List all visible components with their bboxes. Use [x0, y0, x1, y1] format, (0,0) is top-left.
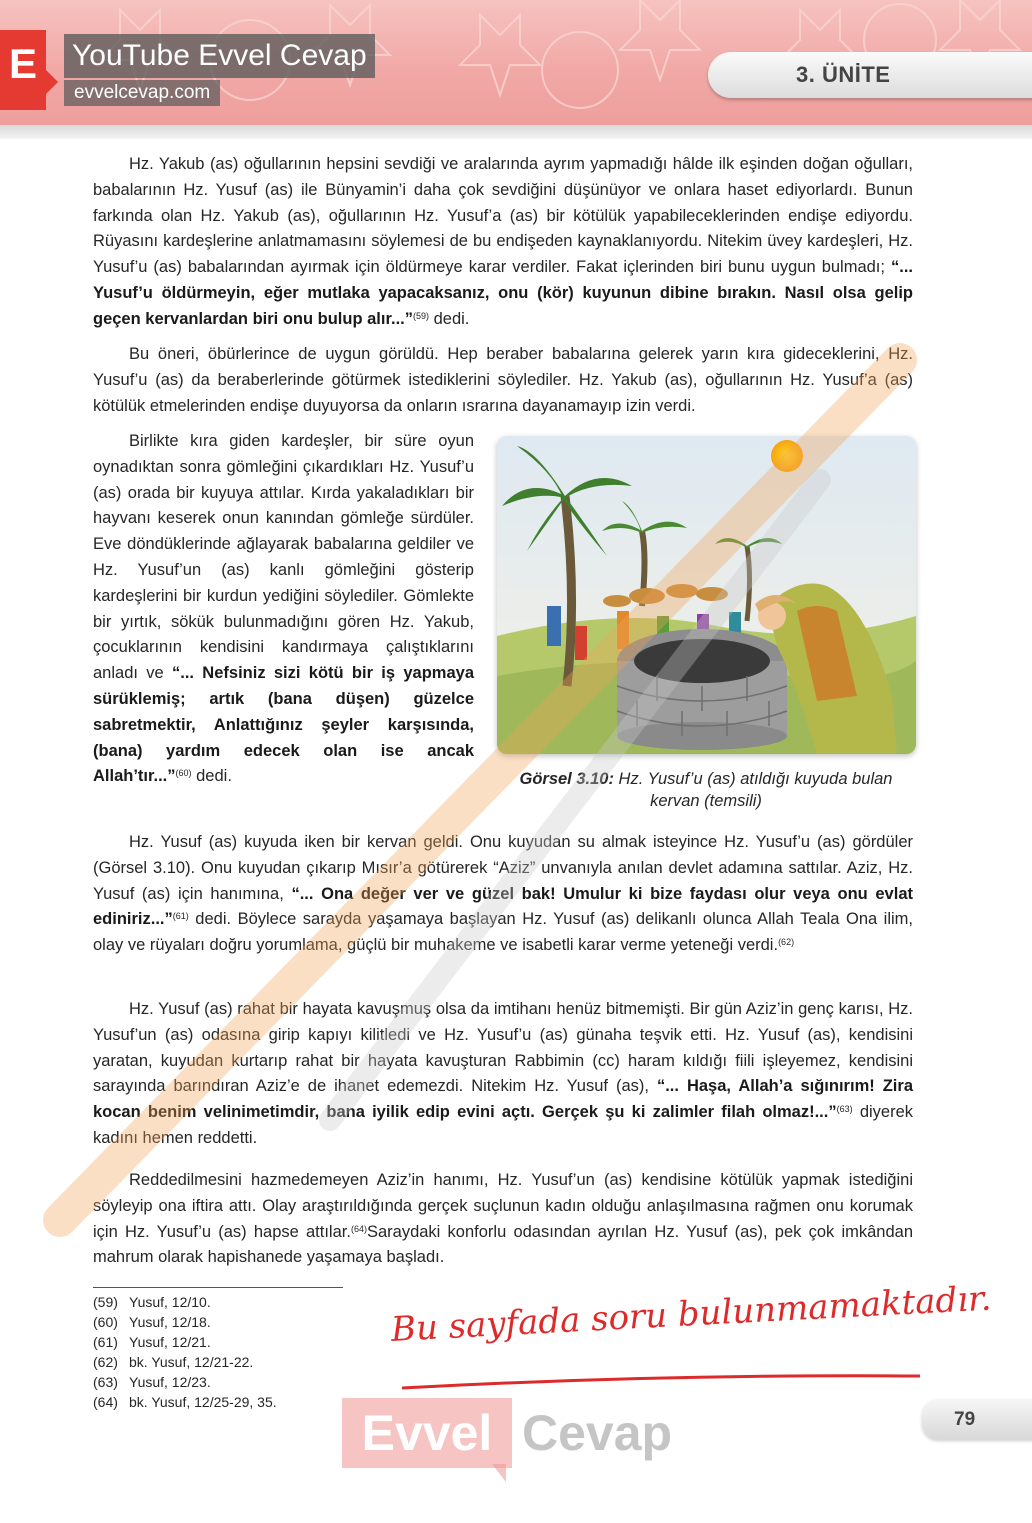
unit-label: 3. ÜNİTE: [796, 62, 891, 87]
paragraph-5-quote: “... Haşa, Allah’a sığınırım! Zira kocan benim velinimetimdir, bana iyilik edip evini açtı. Gerçek şu ki zalimler filah olmaz!...”: [93, 1077, 913, 1122]
paragraph-6: [93, 1168, 913, 1271]
header-shadow-band: [0, 125, 1032, 139]
illustration-svg: [497, 436, 916, 754]
footnote-60: [93, 1312, 211, 1332]
footnote-number: (61): [93, 1334, 118, 1350]
note-underline: [402, 1372, 922, 1392]
brand-e-badge: [0, 30, 46, 110]
page-number: 79: [954, 1409, 976, 1430]
paragraph-2: [93, 342, 913, 419]
footnote-text: bk. Yusuf, 12/21-22.: [129, 1354, 254, 1370]
figure-caption-label: Görsel 3.10:: [519, 770, 614, 788]
footnote-ref-59: (59): [413, 310, 430, 321]
paragraph-1: [93, 152, 913, 333]
figure-caption: [500, 768, 912, 812]
footnote-text: Yusuf, 12/21.: [129, 1334, 211, 1350]
paragraph-1-text: Hz. Yakub (as) oğullarının hepsini sevdiği ve aralarında ayrım yapmadığı hâlde ilk eşinden doğan oğulları, babalarının Hz. Yusuf (as) ile Bünyamin’i daha çok sevdiğini düşünüyor ve onlara haset ediyorlardı. Bunun farkında olan Hz. Yakub (as), oğullarının Hz. Yusuf’a (as) bir kötülük yapabileceklerinden endişe ediyordu. Rüyasını kardeşlerine anlatmamasını söylemesi de bu endişeden kaynaklanıyordu. Nitekim üvey kardeşleri, Hz. Yusuf’u (as) babalarından ayırmak için öldürmeye karar verdiler. Fakat içlerinden biri bunu uygun bulmadı;: [93, 155, 913, 277]
paragraph-5: [93, 997, 913, 1152]
footer-logo-evvel: Evvel: [342, 1398, 512, 1468]
paragraph-3-end: dedi.: [191, 767, 232, 786]
footnote-text: Yusuf, 12/18.: [129, 1314, 211, 1330]
footnote-text: bk. Yusuf, 12/25-29, 35.: [129, 1394, 277, 1410]
paragraph-3-text: Birlikte kıra giden kardeşler, bir süre oyun oynadıktan sonra gömleğini çıkardıkları Hz. Yusuf’u (as) orada bir kuyuya attılar. Kırda yakaladıkları bir hayvanı keserek onun kanından gömleğe sürdüler. Eve döndüklerinde ağlayarak babalarına geldiler ve Hz. Yusuf’un (as) kanlı gömleğini gösterip kardeşlerini bir kurdun yediğini söylediler. Gömlekte bir yırtık, sökük bulunmadığını gören Hz. Yakub, çocuklarının kendisini kandırmaya çalıştıklarını anladı ve: [93, 432, 474, 683]
footnote-number: (64): [93, 1394, 118, 1410]
figure-caption-text: Hz. Yusuf’u (as) atıldığı kuyuda bulan kervan (temsili): [613, 770, 893, 810]
footnote-ref-64: (64): [350, 1223, 367, 1234]
paragraph-1-quote: “... Yusuf’u öldürmeyin, eğer mutlaka yapacaksanız, onu (kör) kuyunun dibine bırakın. Nasıl olsa gelip geçen kervanlardan biri onu bulup alır...”: [93, 258, 913, 328]
footnote-text: Yusuf, 12/23.: [129, 1374, 211, 1390]
paragraph-4: [93, 830, 913, 959]
handwritten-note: Bu sayfada soru bulunmamaktadır.: [390, 1278, 993, 1350]
paragraph-1-end: dedi.: [429, 309, 470, 328]
footnote-divider: [93, 1287, 343, 1288]
paragraph-3: [93, 429, 474, 790]
footnote-ref-61: (61): [172, 911, 189, 922]
footer-logo: [342, 1398, 702, 1482]
unit-tab: [708, 52, 1032, 98]
footer-logo-cevap: Cevap: [522, 1405, 673, 1461]
paragraph-5-end: diyerek kadını hemen reddetti.: [93, 1103, 914, 1147]
brand-e-letter: E: [8, 40, 37, 87]
sun: [771, 440, 803, 472]
footnote-number: (60): [93, 1314, 118, 1330]
page-number-tab: [922, 1400, 1032, 1440]
footnote-number: (62): [93, 1354, 118, 1370]
footnote-ref-60: (60): [175, 768, 192, 779]
footer-logo-tail: [492, 1464, 506, 1482]
paragraph-4-continue: dedi. Böylece sarayda yaşamaya başlayan Hz. Yusuf (as) delikanlı olunca Allah Teala Ona ilim, olay ve rüyaları doğru yorumlama, güçlü bir muhakeme ve isabetli karar verme yeteneği verdi.: [93, 910, 913, 955]
paragraph-6-end: Saraydaki konforlu odasından ayrılan Hz. Yusuf (as), pek çok imkândan mahrum olarak hapishanede yaşamaya başladı.: [93, 1222, 913, 1267]
paragraph-4-text: Hz. Yusuf (as) kuyuda iken bir kervan geldi. Onu kuyudan su almak isteyince Hz. Yusuf’u (as) gördüler (Görsel 3.10). Onu kuyudan çıkarıp Mısır’a götürerek “Aziz” unvanıyla anılan devlet adamına sattılar. Aziz, Hz. Yusuf (as) için hanımına,: [93, 833, 913, 903]
footnote-number: (63): [93, 1374, 118, 1390]
illustration-well-caravan: [497, 436, 916, 754]
footnote-text: Yusuf, 12/10.: [129, 1294, 211, 1310]
footnote-63: [93, 1372, 211, 1392]
footnote-59: [93, 1292, 211, 1312]
paragraph-3-quote: “... Nefsiniz sizi kötü bir iş yapmaya sürüklemiş; artık (bana düşen) güzelce sabretmektir, Anlattığınız şeyler karşısında, (bana) yardım edecek olan ise ancak Allah’tır...”: [93, 664, 474, 786]
footnote-ref-62: (62): [778, 937, 795, 948]
paragraph-6-text: Reddedilmesini hazmedemeyen Aziz’in hanımı, Hz. Yusuf’un (as) kendisine kötülük yapmak istediğini söyleyip ona iftira attı. Olay araştırıldığında gerçek suçlunun kadın olduğu anlaşılmasına rağmen onu korumak için Hz. Yusuf’u (as) hapse attılar.: [93, 1171, 913, 1241]
brand-title: YouTube Evvel Cevap: [64, 34, 375, 78]
paragraph-2-text: Bu öneri, öbürlerince de uygun görüldü. Hep beraber babalarına gelerek yarın kıra gideceklerini, Hz. Yusuf’u (as) da beraberlerinde götürmek istediklerini söylediler. Hz. Yakub (as), oğullarının Hz. Yusuf’a (as) kötülük etmelerinden endişe duyuyorsa da onların ısrarına dayanamayıp izin verdi.: [93, 345, 913, 415]
footnote-64: [93, 1392, 277, 1412]
footnote-61: [93, 1332, 211, 1352]
footnote-62: [93, 1352, 253, 1372]
paragraph-5-text: Hz. Yusuf (as) rahat bir hayata kavuşmuş olsa da imtihanı henüz bitmemişti. Bir gün Aziz’in genç karısı, Hz. Yusuf’un (as) odasına girip kapıyı kilitledi ve Hz. Yusuf’u (as) günaha teşvik etti. Hz. Yusuf (as), kendisini yaratan, kuyudan kurtarıp rahat bir hayata kavuşturan Rabbimin (cc) haram kıldığı fiili işleyemez, kendisini sarayında barındıran Aziz’e de ihanet edemezdi. Nitekim Hz. Yusuf (as),: [93, 1000, 913, 1096]
footnote-number: (59): [93, 1294, 118, 1310]
paragraph-4-quote: “... Ona değer ver ve güzel bak! Umulur ki bize faydası olur veya onu evlat ediniriz...”: [93, 884, 913, 929]
brand-url: evvelcevap.com: [64, 80, 220, 106]
footnote-ref-63: (63): [836, 1104, 853, 1115]
